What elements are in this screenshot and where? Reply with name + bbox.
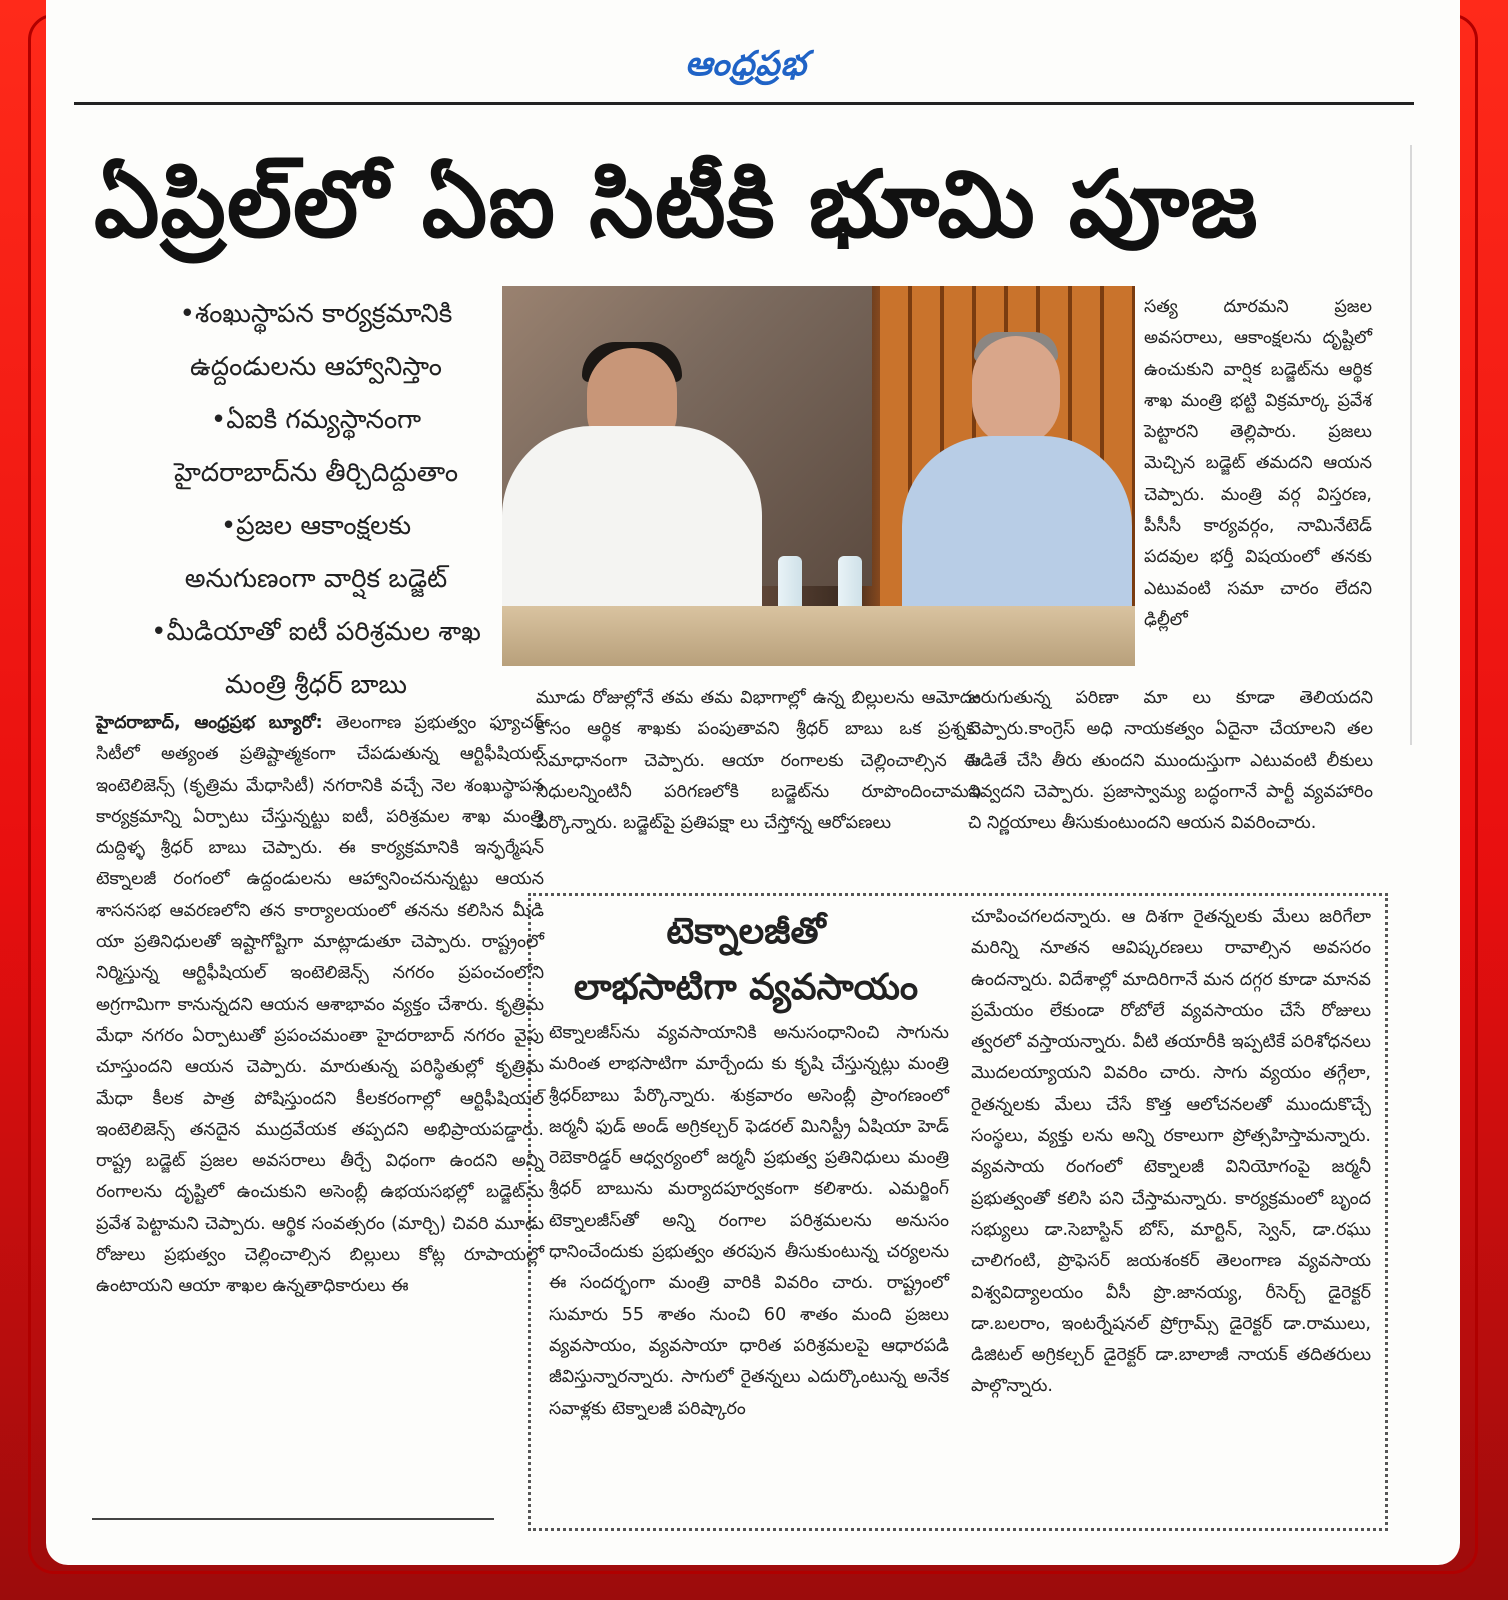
highlight-line: •శంఖుస్థాపన కార్యక్రమానికి — [179, 299, 453, 329]
newspaper-clipping — [46, 0, 1460, 1565]
dateline: హైదరాబాద్, ఆంధ్రప్రభ బ్యూరో: — [96, 713, 323, 733]
sidebar-box-column-2 — [971, 902, 1371, 1403]
sidebar-paragraph: చూపించగలదన్నారు. ఆ దిశగా రైతన్నలకు మేలు జరిగేలా మరిన్ని నూతన ఆవిష్కరణలు రావాల్సిన అవసరం ఉందన్నారు. విదేశాల్లో మాదిరిగానే మన దగ్గర కూడా మానవ ప్రమేయం లేకుండా రోబోలే వ్యవసాయం చేసే రోజులు త్వరలో వస్తాయన్నారు. వీటి తయారీకి ఇప్పటికే పరిశోధనలు మొదలయ్యాయని వివరిం చారు. సాగు వ్యయం తగ్గేలా, రైతన్నలకు మేలు చేసే కొత్త ఆలోచనలతో ముందుకొచ్చే సంస్థలు, వ్యక్తు లను అన్ని రకాలుగా ప్రోత్సహిస్తామన్నారు. వ్యవసాయ రంగంలో టెక్నాలజీ వినియోగంపై జర్మనీ ప్రభుత్వంతో కలిసి పని చేస్తామన్నారు. కార్యక్రమంలో బృంద సభ్యులు డా.సెబాస్టిన్ బోస్, మార్టిన్, స్వెన్, డా.రఘు చాలిగంటి, ప్రొఫెసర్ జయశంకర్ తెలంగాణ వ్యవసాయ విశ్వవిద్యాలయం వీసీ ప్రొ.జానయ్య, రీసెర్చ్ డైరెక్టర్ డా.బలరాం, ఇంటర్నేషనల్ ప్రోగ్రామ్స్ డైరెక్టర్ డా.రాములు, డిజిటల్ అగ్రికల్చర్ డైరెక్టర్ డా.బాలాజీ నాయక్ తదితరులు పాల్గొన్నారు. — [971, 907, 1371, 1397]
article-paragraph: సత్య దూరమని ప్రజల అవసరాలు, ఆకాంక్షలను దృష్టిలో ఉంచుకుని వార్షిక బడ్జెట్‌ను ఆర్థిక శాఖ మంత్రి భట్టి విక్రమార్క ప్రవేశ పెట్టారని తెల్లిపారు. ప్రజలు మెచ్చిన బడ్జెట్ తమదని ఆయన చెప్పారు. మంత్రి వర్గ విస్తరణ, పీసీసీ కార్యవర్గం, నామినేటెడ్ పదవుల భర్తీ విషయంలో తనకు ఎటువంటి సమా చారం లేదని ఢిల్లీలో — [1144, 297, 1372, 630]
sidebar-box-title — [531, 896, 961, 1016]
highlight-line: •ఏఐకి గమ్యస్థానంగా — [210, 405, 422, 435]
photo-person-1 — [502, 426, 762, 626]
highlight-line: మంత్రి శ్రీధర్ బాబు — [225, 670, 407, 700]
article-paragraph: మూడు రోజుల్లోనే తమ తమ విభాగాల్లో ఉన్న బిల్లులను ఆమోదం కోసం ఆర్థిక శాఖకు పంపుతావని శ్రీధర్ బాబు ఒక ప్రశ్నకు సమాధానంగా చెప్పారు. ఆయా రంగాలకు చెల్లించాల్సిన ఈ నిధులన్నింటినీ పరిగణలోకి బడ్జెట్‌ను రూపొందించామని పేర్కొన్నారు. బడ్జెట్‌పై ప్రతిపక్షా లు చేస్తోన్న ఆరోపణలు — [536, 688, 981, 834]
column-divider — [1410, 145, 1412, 745]
sidebar-box-title-line: టెక్నాలజీతో — [666, 911, 826, 952]
sidebar-box-title-line: లాభసాటిగా వ్యవసాయం — [573, 967, 919, 1008]
highlight-line: •మీడియాతో ఐటీ పరిశ్రమల శాఖ — [151, 617, 481, 647]
photo-person-2-head — [972, 336, 1060, 446]
article-column-3-continued — [968, 683, 1373, 839]
highlight-line: ఉద్దండులను ఆహ్వానిస్తాం — [190, 352, 442, 382]
headline: ఏప్రిల్‌లో ఏఐ సిటీకి భూమి పూజ — [94, 151, 1259, 258]
article-paragraph — [96, 708, 544, 1303]
photo-table — [502, 606, 1135, 666]
highlight-line: అనుగుణంగా వార్షిక బడ్జెట్ — [184, 564, 448, 594]
article-column-3-top — [1144, 292, 1372, 636]
masthead-logo: ఆంధ్రప్రభ — [684, 44, 808, 84]
highlight-line: •ప్రజల ఆకాంక్షలకు — [220, 511, 412, 541]
article-paragraph: జరుగుతున్న పరిణా మా లు కూడా తెలియదని చెప్పారు.కాంగ్రెస్ అధి నాయకత్వం ఏదైనా చేయాలని తల పెడితే చేసి తీరు తుందని ముందుస్తుగా ఎటువంటి లీకులు ఇవ్వదని చెప్పారు. ప్రజాస్వామ్య బద్ధంగానే పార్టీ వ్యవహారిం చి నిర్ణయాలు తీసుకుంటుందని ఆయన వివరించారు. — [968, 688, 1373, 834]
article-text: తెలంగాణ ప్రభుత్వం ఫ్యూచర్ సిటీలో అత్యంత ప్రతిష్టాత్మకంగా చేపడుతున్న ఆర్టిఫీషియల్ ఇంటెలిజెన్స్ (కృత్రిమ మేధాసిటీ) నగరానికి వచ్చే నెల శంఖుస్థాపన కార్యక్రమాన్ని ఏర్పాటు చేస్తున్నట్టు ఐటీ, పరిశ్రమల శాఖ మంత్రి దుద్దిళ్ళ శ్రీధర్ బాబు చెప్పారు. ఈ కార్యక్రమానికి ఇన్ఫర్మేషన్ టెక్నాలజీ రంగంలో ఉద్దండులను ఆహ్వానించనున్నట్టు ఆయన శాసనసభ ఆవరణలోని తన కార్యాలయంలో తనను కలిసిన మీడి యా ప్రతినిధులతో ఇష్టాగోష్టిగా మాట్లాడుతూ చెప్పారు. రాష్ట్రంలో నిర్మిస్తున్న ఆర్టిఫీషియల్ ఇంటెలిజెన్స్ నగరం ప్రపంచంలోని అగ్రగామిగా కానున్నదని ఆయన ఆశాభావం వ్యక్తం చేశారు. కృత్రిమ మేధా నగరం ఏర్పాటుతో ప్రపంచమంతా హైదరాబాద్ నగరం వైపు చూస్తుందని ఆయన చెప్పారు. మారుతున్న పరిస్థితుల్లో కృత్రిమ మేధా కీలక పాత్ర పోషిస్తుందని కీలకరంగాల్లో ఆర్టిఫీషియల్ ఇంటెలిజెన్స్ తనదైన ముద్రవేయక తప్పదని అభిప్రాయపడ్డారు. రాష్ట్ర బడ్జెట్ ప్రజల అవసరాలు తీర్చే విధంగా ఉందని అన్ని రంగాలను దృష్టిలో ఉంచుకుని అసెంబ్లీ ఉభయసభల్లో బడ్జెట్‌ను ప్రవేశ పెట్టామని చెప్పారు. ఆర్థిక సంవత్సరం (మార్చి) చివరి మూడు రోజులు ప్రభుత్వం చెల్లించాల్సిన బిల్లులు కోట్ల రూపాయల్లో ఉంటాయని ఆయా శాఖల ఉన్నతాధికారులు ఈ — [96, 713, 544, 1297]
highlights-list — [116, 288, 516, 712]
photo-person-2 — [902, 436, 1132, 626]
column-end-rule — [92, 1518, 494, 1520]
article-column-2 — [536, 683, 981, 839]
masthead-divider — [74, 102, 1414, 105]
highlight-line: హైదరాబాద్‌ను తీర్చిదిద్దుతాం — [173, 458, 459, 488]
article-column-1 — [96, 708, 544, 1303]
news-photo — [502, 286, 1135, 666]
sidebar-box — [528, 893, 1388, 1531]
sidebar-box-column-1 — [549, 1018, 949, 1425]
sidebar-paragraph: టెక్నాలజీస్‌ను వ్యవసాయానికి అనుసంధానించి సాగును మరింత లాభసాటిగా మార్చేందు కు కృషి చేస్తున్నట్లు మంత్రి శ్రీధర్‌బాబు పేర్కొన్నారు. శుక్రవారం అసెంబ్లీ ప్రాంగణంలో జర్మనీ ఫుడ్ అండ్ అగ్రికల్చర్ ఫెడరల్ మినిస్ట్రీ ఏషియా హెడ్ రెబెకారిడ్డర్ ఆధ్వర్యంలో జర్మనీ ప్రభుత్వ ప్రతినిధులు మంత్రి శ్రీధర్ బాబును మర్యాదపూర్వకంగా కలిశారు. ఎమర్జింగ్ టెక్నాలజీస్‌తో అన్ని రంగాల పరిశ్రమలను అనుసం ధానించేందుకు ప్రభుత్వం తరపున తీసుకుంటున్న చర్యలను ఈ సందర్భంగా మంత్రి వారికి వివరిం చారు. రాష్ట్రంలో సుమారు 55 శాతం నుంచి 60 శాతం మంది ప్రజలు వ్యవసాయం, వ్యవసాయా ధారిత పరిశ్రమలపై ఆధారపడి జీవిస్తున్నారన్నారు. సాగులో రైతన్నలు ఎదుర్కొంటున్న అనేక సవాళ్లకు టెక్నాలజీ పరిష్కారం — [549, 1023, 949, 1419]
